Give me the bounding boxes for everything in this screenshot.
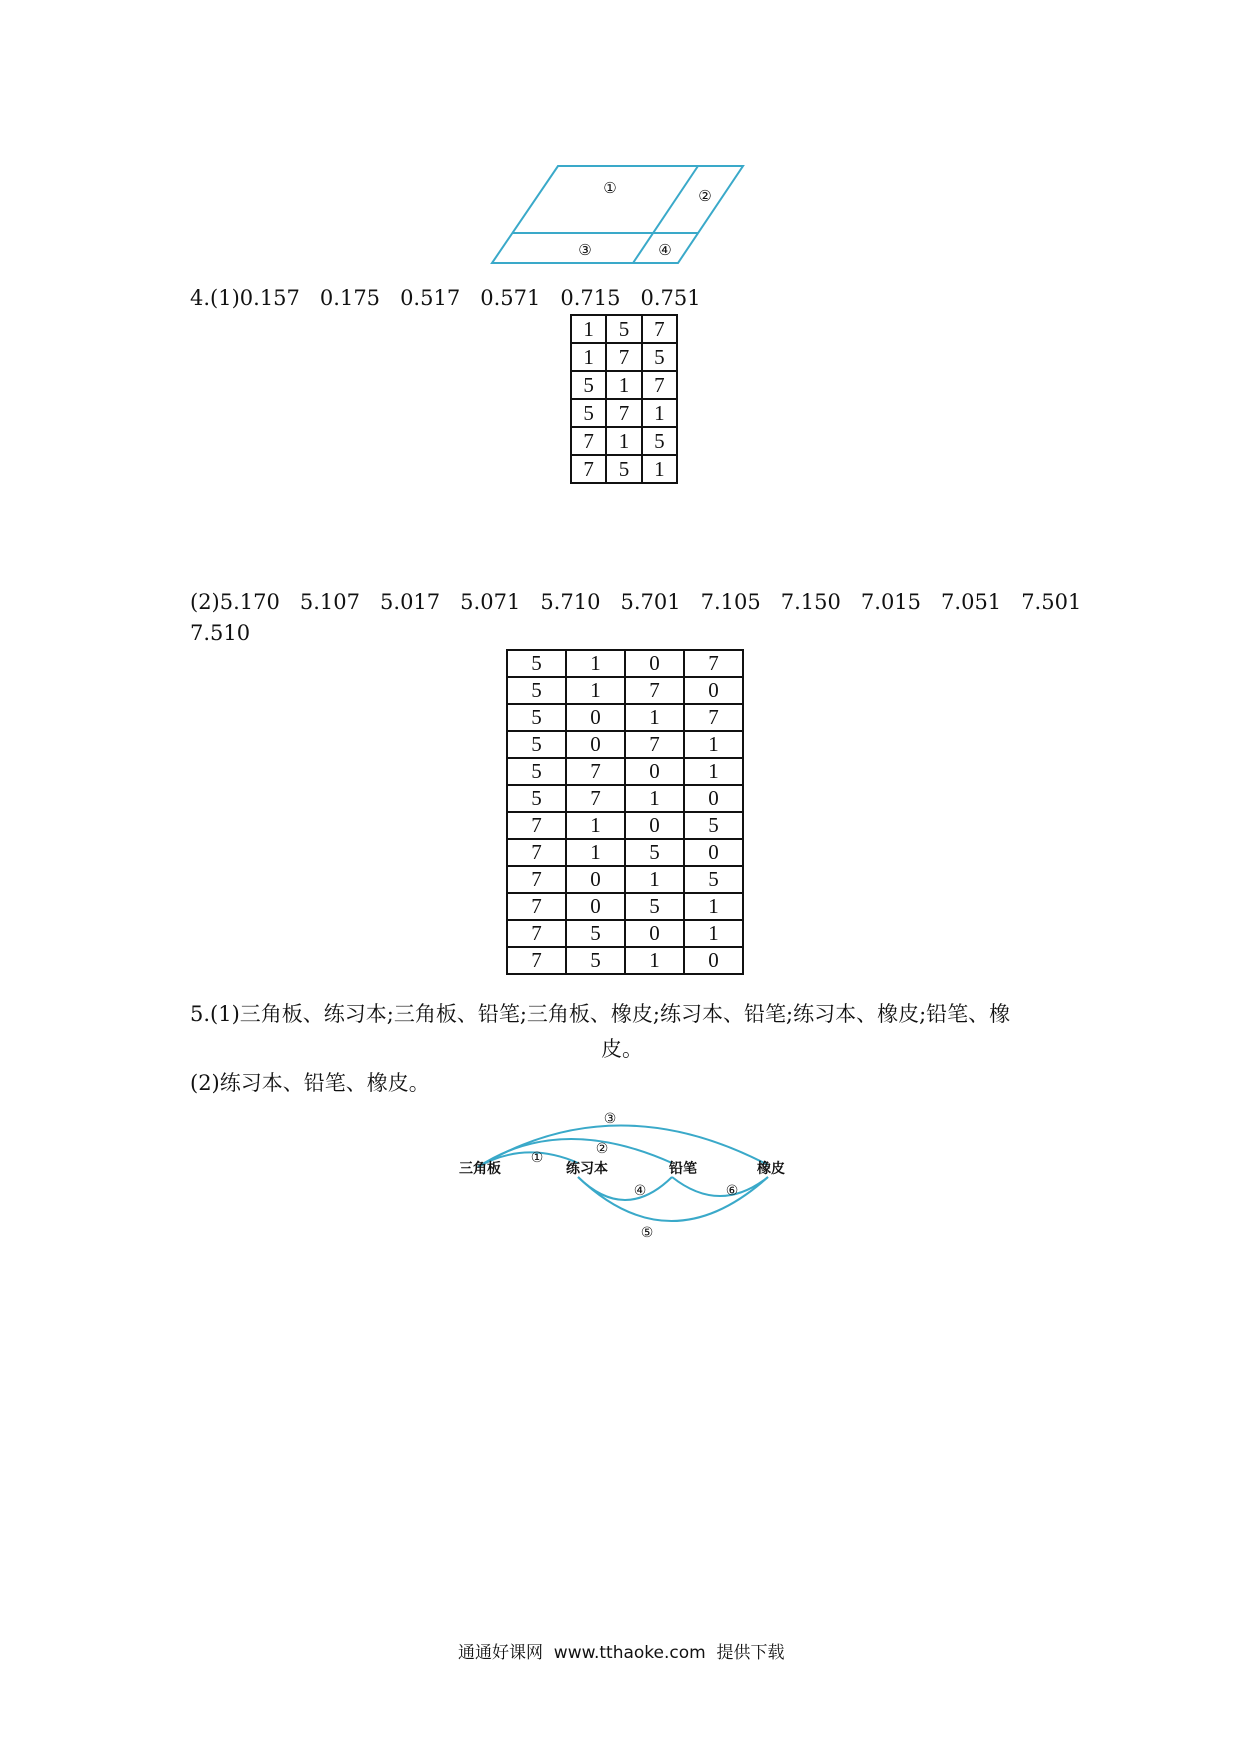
table-cell: 1 [566, 839, 625, 866]
table-cell: 0 [625, 650, 684, 677]
table-cell: 5 [606, 455, 641, 483]
table-row [507, 947, 743, 974]
table-row [507, 785, 743, 812]
table-cell: 0 [625, 812, 684, 839]
table-row [507, 731, 743, 758]
table-cell: 1 [571, 343, 606, 371]
table-cell: 7 [507, 920, 566, 947]
item-qianbi: 铅笔 [669, 1161, 697, 1177]
table-cell: 1 [625, 785, 684, 812]
item-lianxiben: 练习本 [566, 1161, 608, 1177]
table-cell: 7 [571, 427, 606, 455]
table-cell: 0 [566, 704, 625, 731]
table-cell: 0 [625, 920, 684, 947]
table-cell: 5 [507, 650, 566, 677]
table-row [507, 866, 743, 893]
table-cell: 0 [684, 947, 743, 974]
table-cell: 5 [507, 704, 566, 731]
arc-label-5: ⑤ [640, 1225, 654, 1241]
table-cell: 1 [571, 315, 606, 343]
parallelogram-figure [490, 160, 750, 270]
q4-part1-text: 4.(1)0.157 0.175 0.517 0.571 0.715 0.751 [190, 286, 701, 310]
table-cell: 0 [625, 758, 684, 785]
table-cell: 7 [625, 677, 684, 704]
arc-label-1: ① [530, 1150, 544, 1166]
table-cell: 5 [566, 947, 625, 974]
table-cell: 7 [684, 650, 743, 677]
table-row [571, 427, 677, 455]
arc-5 [578, 1177, 768, 1221]
q4-table2 [506, 649, 744, 975]
table-row [571, 343, 677, 371]
table-cell: 7 [642, 371, 677, 399]
table-cell: 5 [606, 315, 641, 343]
item-sanjiaoban: 三角板 [459, 1161, 501, 1177]
table-cell: 0 [566, 893, 625, 920]
table-row [571, 315, 677, 343]
table-row [507, 758, 743, 785]
table-cell: 7 [507, 866, 566, 893]
table-row [571, 399, 677, 427]
table-cell: 5 [684, 866, 743, 893]
table-cell: 5 [507, 677, 566, 704]
table-cell: 1 [566, 677, 625, 704]
table-cell: 1 [625, 947, 684, 974]
table-cell: 7 [606, 343, 641, 371]
table-cell: 1 [684, 758, 743, 785]
table-cell: 1 [566, 650, 625, 677]
table-cell: 7 [507, 893, 566, 920]
table-cell: 1 [625, 704, 684, 731]
table-row [571, 371, 677, 399]
region-label-4: ④ [658, 241, 672, 259]
table-cell: 7 [566, 785, 625, 812]
q4-table1 [570, 314, 678, 484]
table-cell: 5 [566, 920, 625, 947]
table-row [571, 455, 677, 483]
table-cell: 1 [625, 866, 684, 893]
region-label-1: ① [603, 179, 617, 197]
table-cell: 7 [571, 455, 606, 483]
table-cell: 5 [642, 343, 677, 371]
table-row [507, 677, 743, 704]
region-label-3: ③ [578, 241, 592, 259]
table-cell: 7 [566, 758, 625, 785]
table-row [507, 650, 743, 677]
table-cell: 0 [684, 839, 743, 866]
table-cell: 1 [642, 399, 677, 427]
arc-label-3: ③ [603, 1111, 617, 1127]
table-cell: 5 [625, 839, 684, 866]
table-cell: 7 [606, 399, 641, 427]
table-cell: 1 [684, 893, 743, 920]
arc-label-6: ⑥ [725, 1183, 739, 1199]
table-cell: 1 [684, 731, 743, 758]
table-cell: 5 [507, 731, 566, 758]
parallelogram-outline [492, 166, 743, 263]
table-cell: 1 [684, 920, 743, 947]
table-cell: 7 [507, 812, 566, 839]
arc-label-2: ② [595, 1141, 609, 1157]
table-cell: 0 [684, 785, 743, 812]
q5-part2: (2)练习本、铅笔、橡皮。 [190, 1071, 430, 1095]
table-cell: 5 [507, 785, 566, 812]
q5-part1-line2: 皮。 [601, 1037, 643, 1061]
table-cell: 7 [507, 947, 566, 974]
q4-part2-text-line1: (2)5.170 5.107 5.017 5.071 5.710 5.701 7.105 7.150 7.015 7.051 7.501 [190, 590, 1082, 614]
table-cell: 1 [642, 455, 677, 483]
table-cell: 7 [625, 731, 684, 758]
arc-label-4: ④ [633, 1183, 647, 1199]
table-cell: 5 [507, 758, 566, 785]
region-label-2: ② [698, 187, 712, 205]
table-cell: 5 [625, 893, 684, 920]
table-cell: 7 [507, 839, 566, 866]
table-row [507, 704, 743, 731]
table-cell: 0 [566, 731, 625, 758]
q4-part2-text-line2: 7.510 [190, 621, 251, 645]
table-row [507, 893, 743, 920]
table-row [507, 812, 743, 839]
table-cell: 5 [571, 399, 606, 427]
table-row [507, 839, 743, 866]
table-cell: 7 [684, 704, 743, 731]
table-cell: 0 [566, 866, 625, 893]
q5-part1-line1: 5.(1)三角板、练习本;三角板、铅笔;三角板、橡皮;练习本、铅笔;练习本、橡皮;铅笔、橡 [190, 1002, 1011, 1026]
table-cell: 1 [606, 427, 641, 455]
table-cell: 1 [606, 371, 641, 399]
table-cell: 5 [571, 371, 606, 399]
table-cell: 5 [684, 812, 743, 839]
table-cell: 1 [566, 812, 625, 839]
item-xiangpi: 橡皮 [757, 1161, 785, 1177]
footer-text: 通通好课网 www.tthaoke.com 提供下载 [458, 1643, 785, 1663]
table-row [507, 920, 743, 947]
table-cell: 0 [684, 677, 743, 704]
table-cell: 7 [642, 315, 677, 343]
table-cell: 5 [642, 427, 677, 455]
arc-6 [672, 1177, 768, 1196]
combination-diagram [450, 1105, 800, 1245]
